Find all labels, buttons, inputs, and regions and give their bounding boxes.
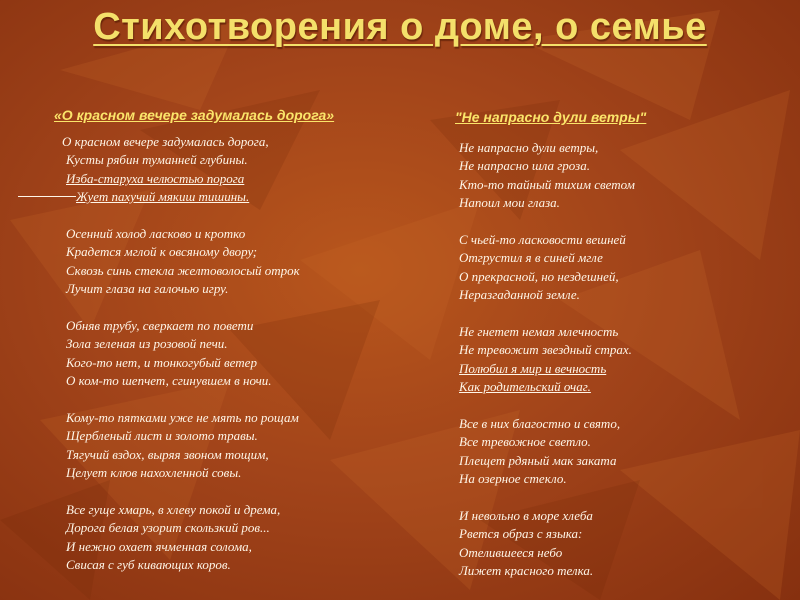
poem-line: И невольно в море хлеба (459, 508, 593, 524)
left-stanza-2 (48, 225, 428, 299)
right-stanza-1 (455, 139, 785, 213)
poem-line: Кто-то тайный тихим светом (459, 176, 635, 192)
left-stanza-3 (48, 317, 428, 391)
poem-line: Зола зеленая из розовой печи. (66, 336, 228, 352)
poem-line: Отелившееся небо (459, 544, 563, 560)
poem-line: Кого-то нет, и тонкогубый ветер (66, 354, 257, 370)
left-poem-title: «О красном вечере задумалась дорога» (54, 107, 335, 123)
poem-line: С чьей-то ласковости вешней (459, 232, 626, 248)
poem-line-underlined: Жует пахучий мякиш тишины. (48, 188, 428, 206)
right-stanza-4 (455, 415, 785, 489)
poem-line: Крадется мглой к овсяному двору; (66, 244, 258, 260)
right-poem (455, 109, 785, 581)
poem-line: На озерное стекло. (459, 471, 567, 487)
slide-title: Стихотворения о доме, о семье (93, 6, 707, 48)
right-poem-title: "Не напрасно дули ветры" (455, 109, 647, 125)
right-stanza-2 (455, 231, 785, 305)
poem-line: О ком-то шепчет, сгинувшем в ночи. (66, 373, 272, 389)
poem-line: Изба-старуха челюстью порога (66, 170, 245, 186)
poem-line: Рвется образ с языка: (459, 526, 583, 542)
poem-line: Сквозь синь стекла желтоволосый отрок (66, 262, 300, 278)
poem-line: О красном вечере задумалась дорога, (62, 134, 269, 149)
poem-line: Кусты рябин туманней глубины. (66, 152, 248, 168)
right-stanza-3 (455, 323, 785, 397)
right-stanza-5 (455, 507, 785, 581)
poem-line-underlined: Как родительский очаг. (459, 379, 591, 395)
left-stanza-1 (48, 133, 428, 207)
poem-line: Все в них благостно и свято, (459, 416, 621, 432)
poem-line: Отгрустил я в синей мгле (459, 250, 603, 266)
poem-line: Дорога белая узорит скользкий ров... (66, 520, 270, 536)
poem-line: Щербленый лист и золото травы. (66, 428, 258, 444)
poem-line: Кому-то пятками уже не мять по рощам (66, 410, 299, 426)
poem-line: Плещет рдяный мак заката (459, 452, 617, 468)
poem-line: Напоил мои глаза. (459, 195, 560, 211)
poem-line: И нежно охает ячменная солома, (66, 538, 252, 554)
poem-line: Все гуще хмарь, в хлеву покой и дрема, (66, 502, 281, 518)
left-poem (48, 107, 428, 575)
poem-line: Не гнетет немая млечность (459, 324, 619, 340)
poem-line: Не напрасно шла гроза. (459, 158, 590, 174)
poem-line: Не напрасно дули ветры, (459, 140, 599, 155)
poem-line-underlined: Полюбил я мир и вечность (459, 360, 607, 376)
poem-line: Тягучий вздох, выряя звоном тощим, (66, 446, 269, 462)
poem-line: Свисая с губ кивающих коров. (66, 557, 231, 573)
poem-line: Лучит глаза на галочью игру. (66, 281, 229, 297)
underline-rule (18, 196, 76, 197)
poem-line: Не тревожит звездный страх. (459, 342, 632, 358)
poem-line: Целует клюв нахохленной совы. (66, 465, 242, 481)
poem-line: О прекрасной, но нездешней, (459, 268, 619, 284)
poem-line: Все тревожное светло. (459, 434, 591, 450)
poem-line: Лижет красного телка. (459, 563, 594, 579)
left-stanza-5 (48, 501, 428, 575)
poem-line: Обняв трубу, сверкает по повети (66, 318, 254, 334)
left-stanza-4 (48, 409, 428, 483)
poem-line: Осенний холод ласково и кротко (66, 226, 246, 242)
poem-line: Неразгаданной земле. (459, 287, 580, 303)
